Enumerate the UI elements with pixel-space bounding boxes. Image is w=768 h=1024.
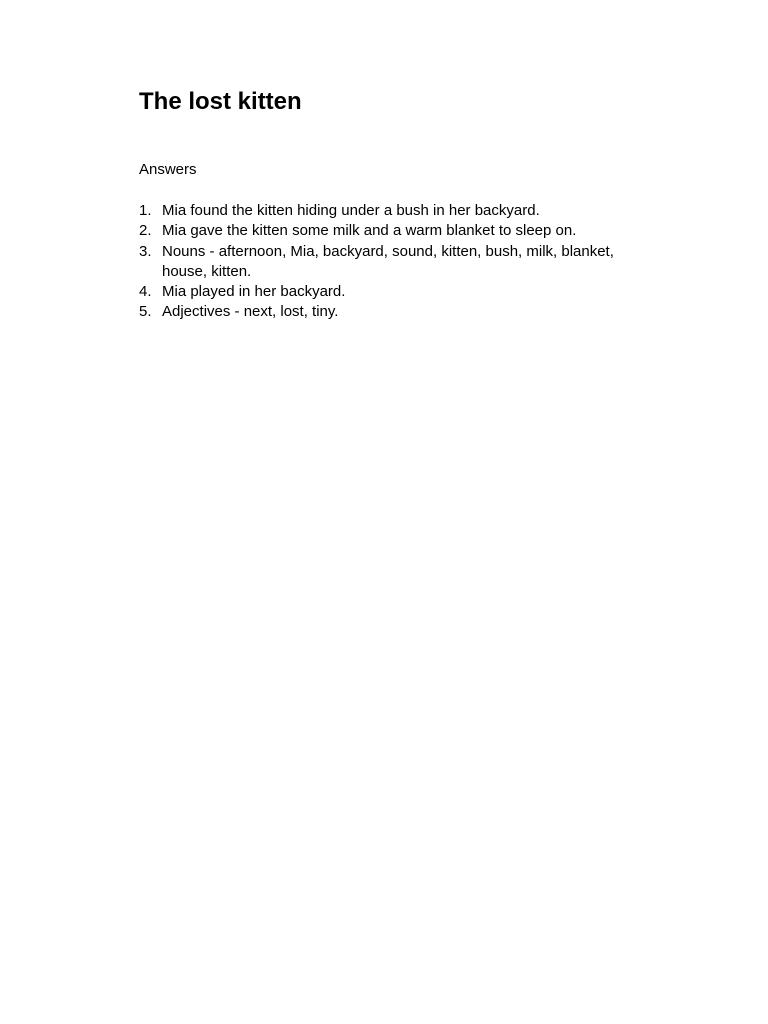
answer-item-3 (139, 242, 659, 283)
answer-text: Mia played in her backyard. (162, 283, 346, 300)
answer-number: 4. (139, 283, 152, 300)
answer-text: Mia gave the kitten some milk and a warm blanket to sleep on. (162, 222, 577, 240)
answer-number: 1. (139, 202, 152, 219)
answer-item-1 (139, 201, 659, 221)
answer-text: Adjectives - next, lost, tiny. (162, 303, 339, 321)
answer-item-5 (139, 302, 659, 322)
answer-number: 2. (139, 222, 152, 240)
answers-list (139, 201, 659, 323)
answer-item-2 (139, 221, 659, 241)
answer-item-4 (139, 282, 659, 302)
answer-number: 3. (139, 242, 152, 260)
answer-number: 5. (139, 303, 152, 321)
answer-text: Nouns - afternoon, Mia, backyard, sound, kitten, bush, milk, blanket, house, kitten. (162, 242, 614, 280)
page-title: The lost kitten (139, 88, 302, 115)
answers-heading: Answers (139, 161, 197, 178)
answer-text: Mia found the kitten hiding under a bush in her backyard. (162, 202, 540, 219)
